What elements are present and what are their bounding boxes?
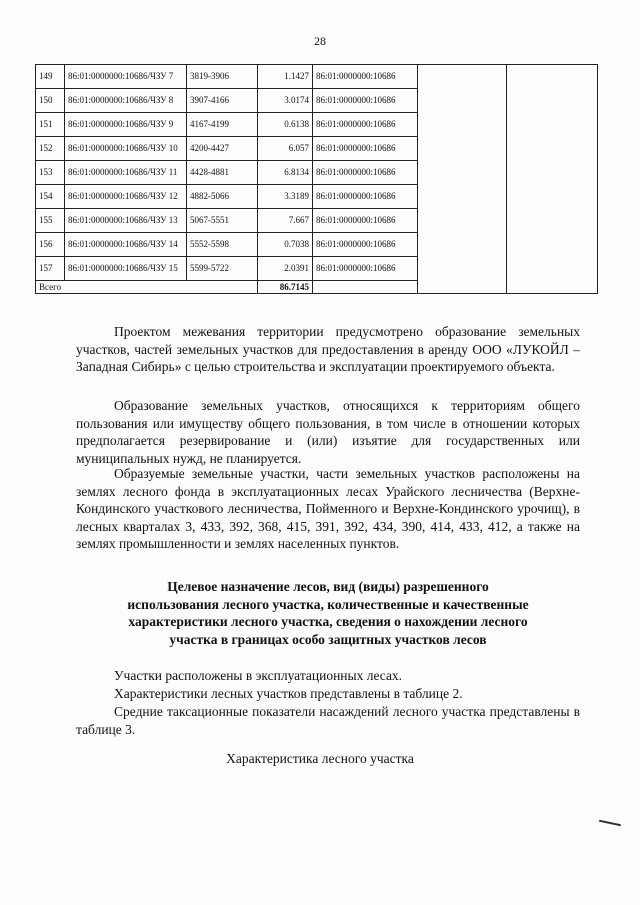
table-row — [36, 65, 598, 89]
parcels-table — [35, 64, 598, 294]
paragraph-2: Образование земельных участков, относящихся к территориям общего пользования или имуществу общего пользования, в том числе в отношении которых предполагается резервирование и (или) изъятие для государственных или муниципальных нужд, не планируется. — [76, 398, 580, 466]
area-value: 3.0174 — [258, 89, 313, 113]
scan-mark — [599, 820, 621, 826]
area-value: 0.6138 — [258, 113, 313, 137]
cadastral-number: 86:01:0000000:10686/ЧЗУ 8 — [65, 89, 187, 113]
cadastral-number: 86:01:0000000:10686/ЧЗУ 10 — [65, 137, 187, 161]
point-range: 4200-4427 — [187, 137, 258, 161]
cadastral-number: 86:01:0000000:10686/ЧЗУ 13 — [65, 209, 187, 233]
parent-cadastral-number: 86:01:0000000:10686 — [313, 233, 418, 257]
point-range: 5067-5551 — [187, 209, 258, 233]
empty-cell — [507, 65, 598, 294]
cadastral-number: 86:01:0000000:10686/ЧЗУ 12 — [65, 185, 187, 209]
table-caption: Характеристика лесного участка — [226, 751, 414, 766]
area-value: 0.7038 — [258, 233, 313, 257]
point-range: 3907-4166 — [187, 89, 258, 113]
cadastral-number: 86:01:0000000:10686/ЧЗУ 7 — [65, 65, 187, 89]
heading-line: характеристики лесного участка, сведения о нахождении лесного — [128, 614, 528, 630]
row-number: 150 — [36, 89, 65, 113]
page-number: 28 — [314, 34, 326, 48]
area-value: 1.1427 — [258, 65, 313, 89]
row-number: 153 — [36, 161, 65, 185]
point-range: 5599-5722 — [187, 257, 258, 281]
cadastral-number: 86:01:0000000:10686/ЧЗУ 14 — [65, 233, 187, 257]
empty-cell — [418, 65, 507, 294]
heading-line: участка в границах особо защитных участков лесов — [169, 631, 487, 647]
row-number: 156 — [36, 233, 65, 257]
line-table-2: Характеристики лесных участков представлены в таблице 2. — [114, 686, 463, 701]
line-forests: Участки расположены в эксплуатационных лесах. — [114, 668, 403, 683]
line-table-3: Средние таксационные показатели насаждений лесного участка представлены в таблице 3. — [76, 704, 580, 737]
row-number: 152 — [36, 137, 65, 161]
paragraph-3: Образуемые земельные участки, части земельных участков расположены на землях лесного фонда в эксплуатационных лесах Урайского лесничества (Верхне-Кондинского участкового лесничества, Пойменного и Верхне-Кондинского урочищ), в лесных кварталах 3, 433, 392, 368, 415, 391, 392, 434, 390, 414, 433, 412, а также на землях промышленности и землях населенных пунктов. — [76, 466, 580, 552]
area-value: 3.3189 — [258, 185, 313, 209]
total-label: Всего — [36, 281, 258, 294]
heading-line: Целевое назначение лесов, вид (виды) разрешенного — [167, 579, 489, 594]
area-value: 6.8134 — [258, 161, 313, 185]
point-range: 3819-3906 — [187, 65, 258, 89]
heading-line: использования лесного участка, количественные и качественные — [127, 596, 529, 612]
parent-cadastral-number: 86:01:0000000:10686 — [313, 257, 418, 281]
parent-cadastral-number: 86:01:0000000:10686 — [313, 161, 418, 185]
parent-cadastral-number: 86:01:0000000:10686 — [313, 113, 418, 137]
row-number: 149 — [36, 65, 65, 89]
parent-cadastral-number: 86:01:0000000:10686 — [313, 89, 418, 113]
parent-cadastral-number: 86:01:0000000:10686 — [313, 185, 418, 209]
total-value: 86.7145 — [258, 281, 313, 294]
parent-cadastral-number: 86:01:0000000:10686 — [313, 209, 418, 233]
row-number: 154 — [36, 185, 65, 209]
parent-cadastral-number: 86:01:0000000:10686 — [313, 65, 418, 89]
point-range: 4428-4881 — [187, 161, 258, 185]
row-number: 155 — [36, 209, 65, 233]
area-value: 6.057 — [258, 137, 313, 161]
row-number: 157 — [36, 257, 65, 281]
cadastral-number: 86:01:0000000:10686/ЧЗУ 15 — [65, 257, 187, 281]
point-range: 4882-5066 — [187, 185, 258, 209]
cadastral-number: 86:01:0000000:10686/ЧЗУ 9 — [65, 113, 187, 137]
point-range: 4167-4199 — [187, 113, 258, 137]
point-range: 5552-5598 — [187, 233, 258, 257]
row-number: 151 — [36, 113, 65, 137]
cadastral-number: 86:01:0000000:10686/ЧЗУ 11 — [65, 161, 187, 185]
area-value: 2.0391 — [258, 257, 313, 281]
area-value: 7.667 — [258, 209, 313, 233]
empty-cell — [313, 281, 418, 294]
parent-cadastral-number: 86:01:0000000:10686 — [313, 137, 418, 161]
paragraph-1: Проектом межевания территории предусмотрено образование земельных участков, частей земельных участков для предоставления в аренду ООО «ЛУКОЙЛ – Западная Сибирь» с целью строительства и эксплуатации проектируемого объекта. — [76, 324, 580, 375]
section-heading — [76, 578, 580, 648]
